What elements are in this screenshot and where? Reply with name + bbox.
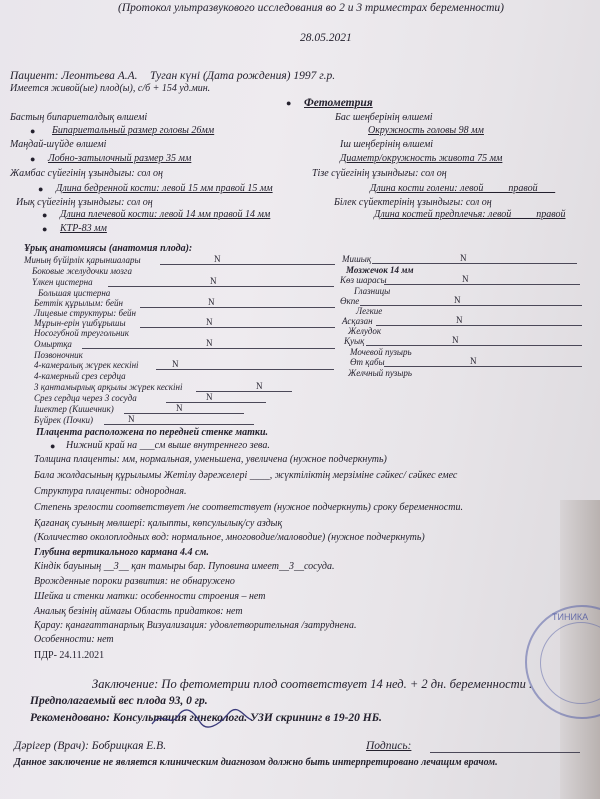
- placenta-edge: Нижний край на ___см выше внутреннего зева.: [66, 440, 270, 451]
- tibia-value: Длина кости голени: левой ____ правой ___: [370, 183, 556, 194]
- bullet-icon: ●: [42, 224, 48, 234]
- femur-value: Длина бедренной кости: левой 15 мм правой 15 мм: [56, 183, 273, 194]
- list-item: Мұрын-ерін үшбұрышы: [34, 318, 126, 328]
- list-item: Беттік құрылым: бейн: [34, 298, 123, 308]
- underline: [360, 305, 582, 306]
- bullet-icon: ●: [50, 441, 56, 451]
- bullet-icon: ●: [38, 184, 44, 194]
- kz-hc-label: Бас шеңберінің өлшемі: [335, 112, 433, 123]
- signature-label: Подпись:: [366, 740, 412, 752]
- list-item: Глазницы: [354, 286, 391, 296]
- underline: [160, 264, 335, 265]
- list-item: 4-камералық жүрек кескіні: [34, 360, 139, 370]
- list-item: Носогубной треугольник: [34, 328, 129, 338]
- list-item: Большая цистерна: [38, 288, 111, 298]
- conclusion-text: Заключение: По фетометрии плод соответствует 14 нед. + 2 дн. беременности .: [92, 677, 533, 691]
- bullet-icon: ●: [30, 154, 36, 164]
- list-item-mark: N: [206, 317, 213, 327]
- underline: [124, 413, 244, 414]
- list-item-mark: N: [206, 392, 213, 402]
- list-item: Үлкен цистерна: [32, 277, 93, 287]
- list-item-mark: N: [214, 254, 221, 264]
- vertical-pocket: Глубина вертикального кармана 4.4 см.: [34, 547, 209, 558]
- underline: [384, 284, 580, 285]
- list-item: Срез сердца через 3 сосуда: [34, 393, 137, 403]
- ofd-value: Лобно-затылочный размер 35 мм: [48, 153, 192, 164]
- due-date: ПДР- 24.11.2021: [34, 650, 105, 661]
- placenta-maturity: Степень зрелости соответствует /не соответствует (нужное подчеркнуть) сроку беременности.: [34, 502, 463, 513]
- underline: [366, 345, 582, 346]
- amniotic-water: (Количество околоплодных вод: нормальное, многоводие/маловодие) (нужное подчеркнуть): [34, 532, 425, 543]
- kz-tibia-label: Тізе сүйегінің ұзындығы: сол оң: [312, 168, 447, 179]
- kz-placenta-structure: Бала жолдасының құрылымы Жетілу дәрежелері ____, жүктіліктің мерзіміне сәйкес/ сәйкес емес: [34, 470, 458, 481]
- list-item-mark: N: [210, 276, 217, 286]
- patient-birth: Туган күні (Дата рождения) 1997 г.р.: [150, 70, 336, 82]
- list-item-mark: N: [452, 335, 459, 345]
- list-item: Өкпе: [340, 296, 360, 306]
- forearm-value: Длина костей предплечья: левой ____ правой: [374, 209, 566, 220]
- list-item: Позвоночник: [34, 350, 83, 360]
- humerus-value: Длина плечевой кости: левой 14 мм правой 14 мм: [60, 209, 271, 220]
- list-item: Лицевые структуры: бейн: [34, 308, 137, 318]
- list-item-mark: N: [454, 295, 461, 305]
- placenta-thickness: Толщина плаценты: мм, нормальная, уменьшена, увеличена (нужное подчеркнуть): [34, 454, 387, 465]
- kz-ac-label: Іш шеңберінің өлшемі: [340, 139, 434, 150]
- disclaimer: Данное заключение не является клиническим диагнозом должно быть интерпретировано лечащим врачом.: [14, 757, 498, 768]
- list-item: Өт қабы: [350, 357, 385, 367]
- list-item-mark: N: [172, 359, 179, 369]
- patient-name: Пациент: Леонтьева А.А.: [10, 70, 138, 82]
- list-item-mark: N: [256, 381, 263, 391]
- list-item-mark: N: [206, 338, 213, 348]
- list-item-mark: N: [462, 274, 469, 284]
- ktr-value: КТР-83 мм: [60, 223, 107, 234]
- features: Особенности: нет: [34, 634, 114, 645]
- list-item-mark: N: [460, 253, 467, 263]
- kz-forearm-label: Білек сүйектерінің ұзындығы: сол оң: [334, 197, 492, 208]
- list-item-mark: N: [128, 414, 135, 424]
- list-item: Көз шарасы: [340, 275, 387, 285]
- list-item: Ішектер (Кишечник): [34, 404, 114, 414]
- list-item-mark: N: [208, 297, 215, 307]
- fetus-heart-rate: Имеется живой(ые) плод(ы), с/б + 154 уд.мин.: [10, 83, 211, 94]
- kz-femur-label: Жамбас сүйегінің ұзындығы: сол оң: [10, 168, 163, 179]
- underline: [140, 307, 335, 308]
- list-item-mark: N: [176, 403, 183, 413]
- kz-ofd-label: Маңдай-шүйде өлшемі: [10, 139, 107, 150]
- doctor-name: Дәрігер (Врач): Бобрицкая Е.В.: [14, 740, 167, 752]
- hc-value: Окружность головы 98 мм: [368, 125, 484, 136]
- bullet-icon: ●: [286, 98, 292, 108]
- underline: [156, 369, 334, 370]
- underline: [384, 366, 582, 367]
- list-item: Бүйрек (Почки): [34, 415, 94, 425]
- list-item: Мочевой пузырь: [350, 347, 412, 357]
- fetometry-title: Фетометрия: [304, 97, 373, 109]
- exam-date: 28.05.2021: [300, 32, 352, 44]
- protocol-subtitle: (Протокол ультразвукового исследования во 2 и 3 триместрах беременности): [118, 2, 505, 14]
- kz-humerus-label: Иық сүйегінің ұзындығы: сол оң: [16, 197, 153, 208]
- underline: [140, 327, 335, 328]
- congenital-defects: Врожденные пороки развития: не обнаружено: [34, 576, 235, 587]
- recommendation: Рекомендовано: Консультация гинеколога. УЗИ скрининг в 19-20 НБ.: [30, 712, 382, 724]
- underline: [376, 325, 582, 326]
- list-item: Легкие: [356, 306, 383, 316]
- list-item: 4-камерный срез сердца: [34, 371, 126, 381]
- list-item: Мишық: [342, 254, 372, 264]
- underline: [372, 263, 577, 264]
- list-item: Мозжечок 14 мм: [346, 265, 414, 275]
- bullet-icon: ●: [42, 210, 48, 220]
- list-item-mark: N: [470, 356, 477, 366]
- underline: [104, 424, 254, 425]
- list-item: Боковые желудочки мозга: [32, 266, 132, 276]
- list-item: Желчный пузырь: [348, 368, 413, 378]
- ac-value: Диаметр/окружность живота 75 мм: [340, 153, 503, 164]
- placenta-location: Плацента расположена по передней стенке матки.: [36, 427, 269, 438]
- list-item: Омыртқа: [34, 339, 72, 349]
- estimated-weight: Предполагаемый вес плода 93, 0 гр.: [30, 695, 208, 707]
- stamp-text: ТИНИКА: [552, 612, 589, 622]
- list-item: Миның бүйірлік қарыншалары: [24, 255, 141, 265]
- anatomy-title: Ұрық анатомиясы (анатомия плода):: [24, 243, 193, 254]
- kz-amniotic-water: Қағанақ суының мөлшері: қалыпты, көпсулылық/су аздық: [34, 518, 283, 529]
- signature-scribble-icon: [148, 708, 258, 730]
- umbilical-cord: Кіндік бауының __3__ қан тамыры бар. Пуповина имеет__3__сосуда.: [34, 561, 335, 572]
- bpd-value: Бипариетальный размер головы 26мм: [52, 125, 215, 136]
- placenta-structure: Структура плаценты: однородная.: [34, 486, 187, 497]
- cervix-walls: Шейка и стенки матки: особенности строения – нет: [34, 591, 266, 602]
- signature-line: [430, 752, 580, 753]
- kz-bpd-label: Бастың бипариеталдық өлшемі: [10, 112, 148, 123]
- bullet-icon: ●: [30, 126, 36, 136]
- list-item: Желудок: [348, 326, 382, 336]
- visualization: Қарау: қанағаттанарлық Визуализация: удовлетворительная /затруднена.: [34, 620, 357, 631]
- list-item: Асқазан: [342, 316, 373, 326]
- list-item-mark: N: [456, 315, 463, 325]
- list-item: 3 қантамырлық арқылы жүрек кескіні: [34, 382, 183, 392]
- underline: [108, 286, 334, 287]
- list-item: Қуық: [344, 336, 365, 346]
- adnexa: Аналық безінің аймағы Область придатков: нет: [34, 606, 243, 617]
